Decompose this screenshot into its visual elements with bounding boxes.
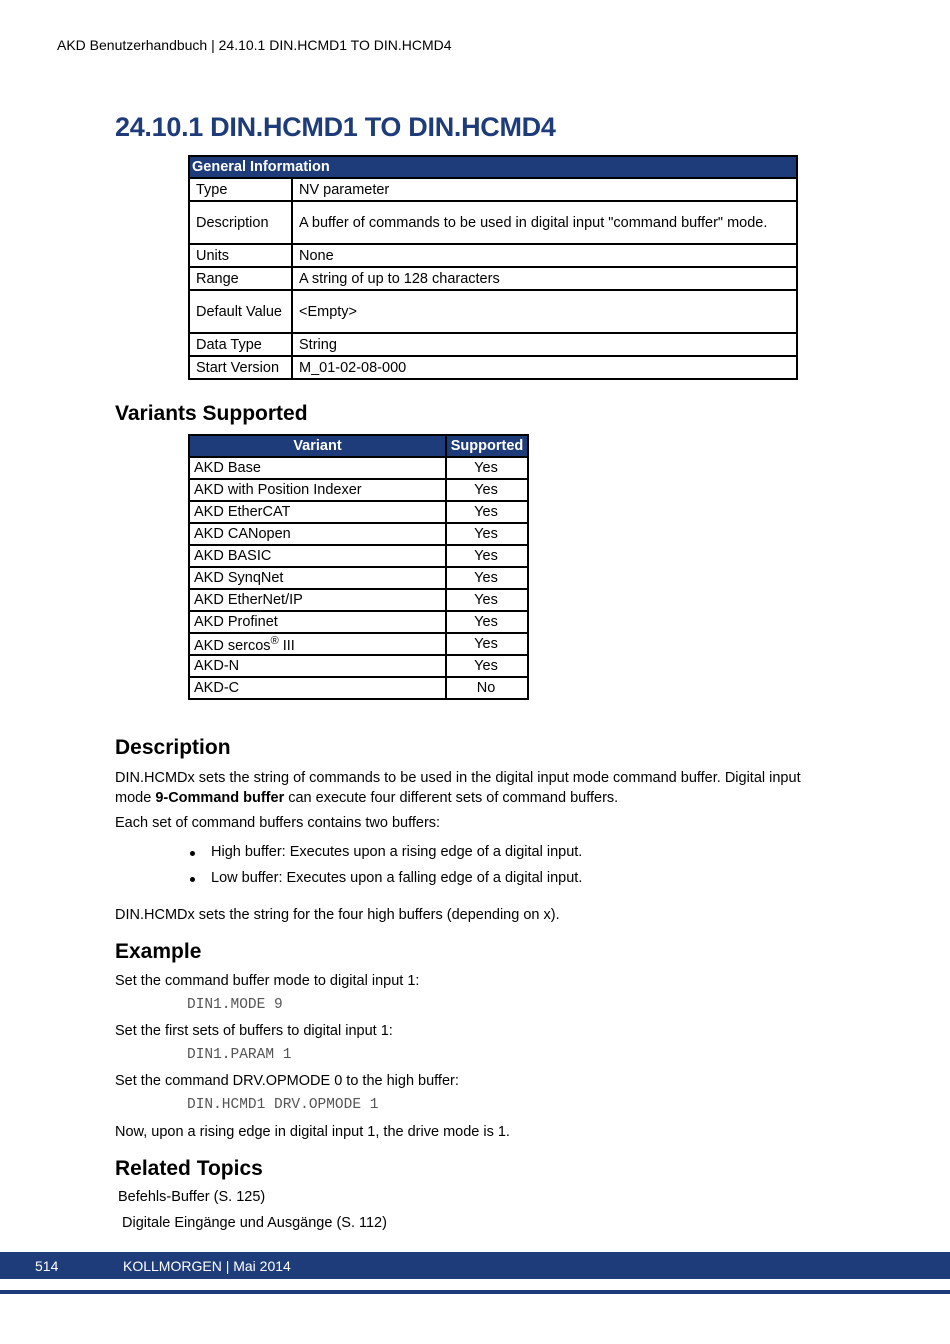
variant-cell: AKD-C — [189, 677, 446, 699]
table-row — [189, 567, 528, 589]
row-key: Description — [189, 201, 292, 244]
variant-text: AKD sercos — [194, 637, 271, 654]
example-code: DIN.HCMD1 DRV.OPMODE 1 — [187, 1097, 379, 1113]
page-header: AKD Benutzerhandbuch | 24.10.1 DIN.HCMD1 TO DIN.HCMD4 — [57, 37, 452, 53]
general-information-heading: General Information — [189, 156, 797, 178]
variant-cell: AKD Base — [189, 457, 446, 479]
table-row — [189, 611, 528, 633]
variant-cell: AKD SynqNet — [189, 567, 446, 589]
row-value: M_01-02-08-000 — [292, 356, 797, 379]
table-row — [189, 457, 528, 479]
variant-cell: AKD Profinet — [189, 611, 446, 633]
list-item-text: Low buffer: Executes upon a falling edge of a digital input. — [211, 870, 583, 886]
example-step-text: Set the first sets of buffers to digital input 1: — [115, 1023, 393, 1039]
row-value: A string of up to 128 characters — [292, 267, 797, 290]
general-information-table — [188, 155, 798, 380]
description-text-end: can execute four different sets of command buffers. — [284, 790, 619, 806]
example-conclusion: Now, upon a rising edge in digital input 1, the drive mode is 1. — [115, 1124, 510, 1140]
registered-mark: ® — [270, 634, 279, 647]
related-link-digitale-eingaenge[interactable]: Digitale Eingänge und Ausgänge (S. 112) — [122, 1215, 387, 1231]
supported-cell: Yes — [446, 479, 528, 501]
row-key: Data Type — [189, 333, 292, 356]
table-row — [189, 589, 528, 611]
supported-cell: Yes — [446, 501, 528, 523]
variant-cell: AKD BASIC — [189, 545, 446, 567]
table-row — [189, 633, 528, 655]
row-value: String — [292, 333, 797, 356]
variant-text-suffix: III — [278, 637, 295, 654]
footer-divider — [0, 1290, 950, 1294]
variant-cell: AKD CANopen — [189, 523, 446, 545]
supported-column-header: Supported — [446, 435, 528, 457]
table-row — [189, 201, 797, 244]
variants-heading: Variants Supported — [115, 402, 308, 425]
supported-cell: Yes — [446, 567, 528, 589]
high-buffer-note: DIN.HCMDx sets the string for the four high buffers (depending on x). — [115, 907, 560, 923]
table-row — [189, 178, 797, 201]
row-value: A buffer of commands to be used in digital input "command buffer" mode. — [292, 201, 797, 244]
table-row — [189, 501, 528, 523]
bullet-icon — [190, 877, 195, 882]
row-key: Default Value — [189, 290, 292, 333]
table-row — [189, 356, 797, 379]
variant-cell: AKD with Position Indexer — [189, 479, 446, 501]
table-row — [189, 677, 528, 699]
table-row — [189, 523, 528, 545]
table-row — [189, 479, 528, 501]
example-code: DIN1.PARAM 1 — [187, 1047, 292, 1063]
table-row — [189, 545, 528, 567]
page-number: 514 — [35, 1258, 59, 1274]
description-text: DIN.HCMDx sets the string of commands to be used in the digital input mode command buffer. Digital input mode — [115, 770, 801, 806]
page-title: 24.10.1 DIN.HCMD1 TO DIN.HCMD4 — [115, 112, 556, 142]
row-value: NV parameter — [292, 178, 797, 201]
variant-cell: AKD EtherCAT — [189, 501, 446, 523]
example-step-text: Set the command buffer mode to digital input 1: — [115, 973, 420, 989]
supported-cell: Yes — [446, 457, 528, 479]
supported-cell: Yes — [446, 589, 528, 611]
buffer-intro: Each set of command buffers contains two buffers: — [115, 815, 441, 831]
table-row — [189, 290, 797, 333]
row-key: Units — [189, 244, 292, 267]
footer-company: KOLLMORGEN | Mai 2014 — [123, 1258, 291, 1274]
example-step-text: Set the command DRV.OPMODE 0 to the high buffer: — [115, 1073, 459, 1089]
supported-cell: Yes — [446, 655, 528, 677]
variant-cell: AKD EtherNet/IP — [189, 589, 446, 611]
example-heading: Example — [115, 940, 202, 963]
list-item — [190, 870, 582, 886]
description-paragraph — [115, 768, 835, 808]
description-heading: Description — [115, 736, 231, 759]
table-row — [189, 244, 797, 267]
row-value: <Empty> — [292, 290, 797, 333]
row-value: None — [292, 244, 797, 267]
supported-cell: Yes — [446, 523, 528, 545]
related-topics-heading: Related Topics — [115, 1157, 263, 1180]
variants-table — [188, 434, 529, 700]
page-footer — [0, 1252, 950, 1279]
supported-cell: Yes — [446, 545, 528, 567]
table-row — [189, 267, 797, 290]
list-item-text: High buffer: Executes upon a rising edge of a digital input. — [211, 844, 583, 860]
bullet-icon — [190, 851, 195, 856]
list-item — [190, 844, 582, 860]
table-row — [189, 333, 797, 356]
row-key: Start Version — [189, 356, 292, 379]
related-link-befehls-buffer[interactable]: Befehls-Buffer (S. 125) — [118, 1189, 266, 1205]
supported-cell: Yes — [446, 633, 528, 655]
mode-name: 9-Command buffer — [155, 790, 285, 806]
supported-cell: Yes — [446, 611, 528, 633]
example-code: DIN1.MODE 9 — [187, 997, 283, 1013]
variant-cell: AKD-N — [189, 655, 446, 677]
table-row — [189, 655, 528, 677]
row-key: Type — [189, 178, 292, 201]
variant-column-header: Variant — [189, 435, 446, 457]
variant-cell — [189, 633, 446, 655]
row-key: Range — [189, 267, 292, 290]
supported-cell: No — [446, 677, 528, 699]
